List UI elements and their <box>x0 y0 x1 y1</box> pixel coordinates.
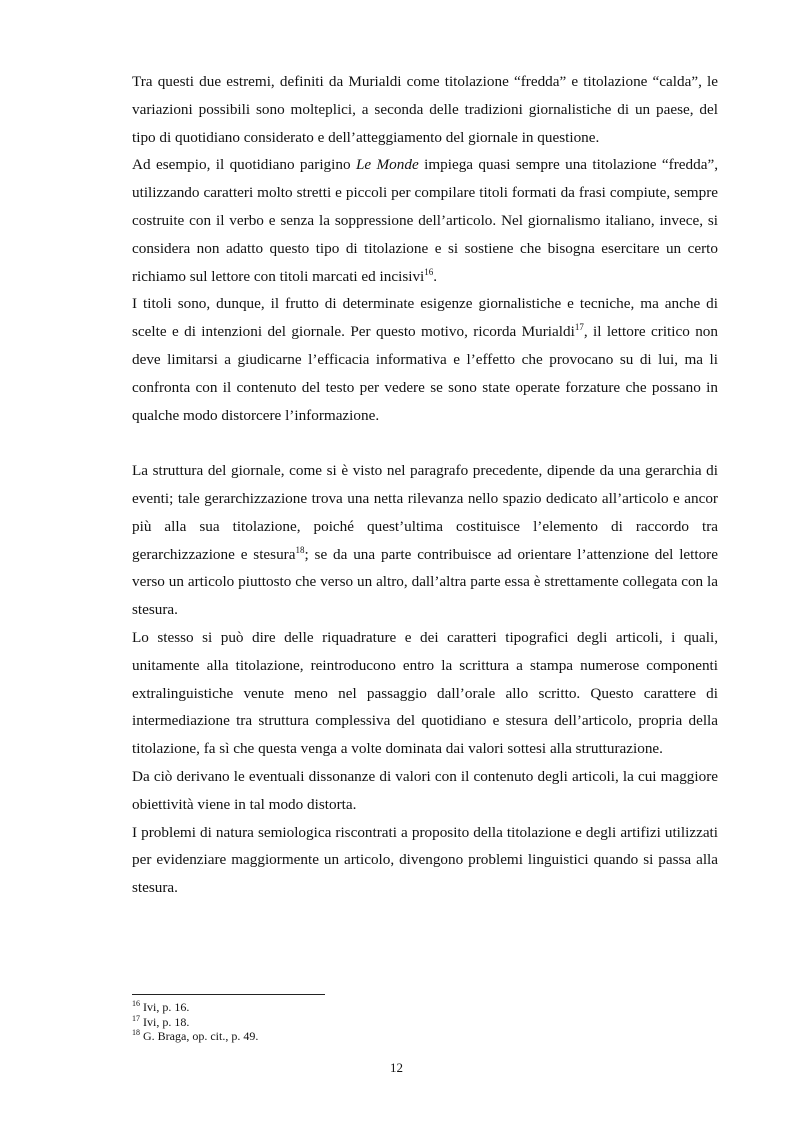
footnote-ref-18[interactable]: 18 <box>295 544 305 555</box>
paragraph-text: , il lettore critico non deve limitarsi a giudicarne l’efficacia informativa e l’effetto che provocano su di lui, ma li confronta con il contenuto del testo per vedere se sono state operate forzature che possano in qualche modo distorcere l’informazione. <box>132 323 718 424</box>
paragraph-text: ; se da una parte contribuisce ad orientare l’attenzione del lettore verso un articolo piuttosto che verso un altro, dall’altra parte essa è strettamente collegata con la stesura. <box>132 545 718 619</box>
page-number: 12 <box>390 1060 403 1075</box>
paragraph-text: Tra questi due estremi, definiti da Murialdi come titolazione “fredda” e titolazione “calda”, le variazioni possibili sono molteplici, a seconda delle tradizioni giornalistiche di un paese, del tipo di quotidiano considerato e dell’atteggiamento del giornale in questione. <box>132 73 718 146</box>
page-body <box>132 68 718 902</box>
paragraph-text: Ad esempio, il quotidiano parigino <box>132 156 356 174</box>
paragraph-3 <box>132 290 718 429</box>
footnote-ref-16[interactable]: 16 <box>424 266 434 277</box>
paragraph-text: impiega quasi sempre una titolazione “fredda”, utilizzando caratteri molto stretti e piccoli per compilare titoli formati da frasi compiute, sempre costruite con il verbo e senza la soppressione dell’articolo. Nel giornalismo italiano, invece, si considera non adatto questo tipo di titolazione e si sostiene che bisogna esercitare un certo richiamo sul lettore con titoli marcati ed incisivi <box>132 156 718 285</box>
paragraph-gap <box>132 429 718 457</box>
footnote-number: 17 <box>132 1013 140 1023</box>
footnote-number: 18 <box>132 1028 140 1037</box>
paragraph-5 <box>132 624 718 763</box>
paragraph-text: I titoli sono, dunque, il frutto di determinate esigenze giornalistiche e tecniche, ma anche di scelte e di intenzioni del giornale. Per questo motivo, ricorda Murialdi <box>132 295 718 341</box>
paragraph-text: La struttura del giornale, come si è visto nel paragrafo precedente, dipende da una gerarchia di eventi; tale gerarchizzazione trova una netta rilevanza nello spazio dedicato all’articolo e ancor più alla sua titolazione, poiché quest’ultima costituisce l’elemento di raccordo tra gerarchizzazione e stesura <box>132 462 718 563</box>
footnote-18 <box>132 1029 258 1044</box>
paragraph-1 <box>132 68 718 151</box>
paragraph-text: Da ciò derivano le eventuali dissonanze di valori con il contenuto degli articoli, la cui maggiore obiettività viene in tal modo distorta. <box>132 767 718 813</box>
paragraph-4 <box>132 457 718 624</box>
footnote-divider <box>132 994 325 995</box>
footnotes <box>132 1000 258 1044</box>
footnote-17 <box>132 1015 258 1030</box>
paragraph-2 <box>132 151 718 290</box>
footnote-number: 16 <box>132 999 140 1008</box>
footnote-ref-17[interactable]: 17 <box>574 322 584 333</box>
paragraph-6 <box>132 763 718 819</box>
footnote-text: Ivi, p. 18. <box>140 1014 190 1029</box>
paragraph-text: I problemi di natura semiologica riscontrati a proposito della titolazione e degli artifizi utilizzati per evidenziare maggiormente un articolo, divengono problemi linguistici quando si passa alla stesura. <box>132 823 718 897</box>
footnote-16 <box>132 1000 258 1015</box>
paragraph-text: . <box>433 267 438 285</box>
newspaper-title: Le Monde <box>355 156 419 174</box>
footnote-text: Ivi, p. 16. <box>140 1000 190 1014</box>
footnote-text: G. Braga, op. cit., p. 49. <box>140 1029 259 1043</box>
paragraph-7 <box>132 819 718 902</box>
paragraph-text: Lo stesso si può dire delle riquadrature e dei caratteri tipografici degli articoli, i quali, unitamente alla titolazione, reintroducono entro la scrittura a stampa numerose componenti extralinguistiche venute meno nel passaggio dall’orale allo scritto. Questo carattere di intermediazione tra struttura complessiva del quotidiano e stesura dell’articolo, propria della titolazione, fa sì che questa venga a volte dominata dai valori sottesi alla strutturazione. <box>132 628 718 758</box>
